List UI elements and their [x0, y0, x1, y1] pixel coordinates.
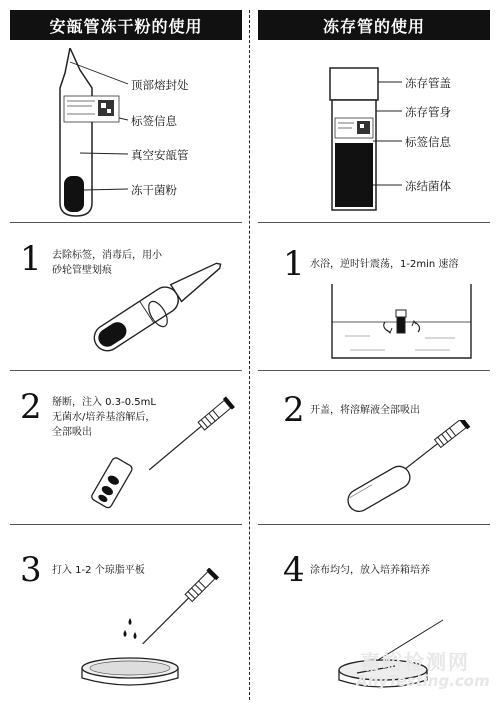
center-divider [249, 10, 250, 700]
syringe-injection-illustration [70, 396, 240, 521]
left-header: 安瓿管冻干粉的使用 [10, 10, 242, 40]
step-number: 1 [20, 239, 42, 279]
divider [10, 370, 242, 371]
divider [10, 222, 242, 223]
step-text: 掰断，注入 0.3-0.5mL 无菌水/培养基溶解后， 全部吸出 [52, 397, 156, 438]
label-tag-info: 标签信息 [131, 114, 177, 128]
step-text: 开盖，将溶解液全部吸出 [310, 405, 420, 416]
step-number: 3 [20, 550, 42, 590]
label-vacuum-ampoule: 真空安瓿管 [131, 148, 189, 162]
step-number: 4 [283, 550, 305, 590]
water-bath-illustration [330, 282, 475, 362]
right-header: 冻存管的使用 [258, 10, 490, 40]
step-text: 水浴，逆时针震荡，1-2min 速溶 [310, 259, 459, 270]
divider [258, 370, 490, 371]
label-tag-info-right: 标签信息 [405, 135, 451, 149]
step-number: 2 [283, 390, 305, 430]
label-vial-cap: 冻存管盖 [405, 76, 451, 90]
divider [258, 222, 490, 223]
label-freeze-dried-powder: 冻干菌粉 [131, 183, 177, 197]
divider [10, 524, 242, 525]
divider [258, 524, 490, 525]
label-top-seal: 顶部熔封处 [131, 78, 189, 92]
step-number: 1 [283, 244, 305, 284]
label-vial-body: 冻存管身 [405, 105, 451, 119]
watermark-cn: 嘉峪检测网 [360, 650, 470, 674]
step-number: 2 [20, 387, 42, 427]
step-text: 打入 1-2 个琼脂平板 [52, 565, 145, 576]
vial-aspiration-illustration [335, 420, 475, 520]
plating-illustration [80, 568, 245, 698]
ampoule-scoring-illustration [70, 238, 240, 368]
label-frozen-cells: 冻结菌体 [405, 179, 451, 193]
step-text: 去除标签，消毒后，用小 砂轮管壁划痕 [52, 250, 162, 276]
watermark-en: AnyTesting.com [356, 672, 490, 690]
step-text: 涂布均匀，放入培养箱培养 [310, 565, 430, 576]
